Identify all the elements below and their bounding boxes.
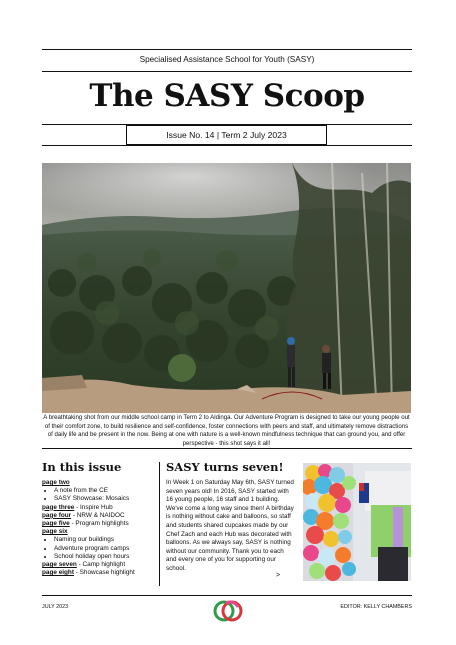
table-of-contents — [42, 479, 154, 577]
top-rule — [42, 49, 412, 50]
school-name: Specialised Assistance School for Youth (SASY) — [139, 55, 315, 64]
toc-page-seven-text: - Camp highlight — [76, 561, 126, 569]
toc-page-three-link[interactable]: page three — [42, 503, 75, 511]
sasy-logo — [212, 597, 244, 625]
toc-page-two-list — [42, 487, 154, 503]
footer-rule — [42, 595, 412, 596]
sasy-logo-icon — [212, 597, 244, 625]
toc-item: • Naming our buildings — [54, 536, 154, 544]
toc-page-six-link[interactable]: page six — [42, 528, 68, 536]
school-rule — [42, 71, 412, 72]
story-body: In Week 1 on Saturday May 6th, SASY turned seven years old! In 2016, SASY started with 16 young people, 16 staff and 1 building. We've come a long way since then! A birthday is nothing without cake and balloons, so staff and students shared cupcakes made by our Chef Zach and each Hub was decorated with balloons. As we always say, SASY is nothing without our community. Thank you to each and every one of you for supporting our school. — [166, 479, 294, 572]
toc-page-seven-link[interactable]: page seven — [42, 561, 77, 569]
footer-editor: EDITOR: KELLY CHAMBERS — [340, 604, 412, 610]
toc-page-eight-link[interactable]: page eight — [42, 569, 74, 577]
issue-info: Issue No. 14 | Term 2 July 2023 — [126, 125, 327, 145]
balloons-photo — [303, 463, 411, 581]
toc-page-four-text: - NRW & NAIDOC — [71, 511, 125, 519]
newsletter-title: The SASY Scoop — [89, 78, 365, 114]
toc-page-two-link[interactable]: page two — [42, 479, 70, 486]
toc-page-six-list — [42, 536, 154, 561]
continue-arrow-icon[interactable]: > — [276, 572, 281, 579]
toc-page-four-link[interactable]: page four — [42, 511, 72, 519]
toc-item: • Adventure program camps — [54, 545, 154, 553]
toc-heading: In this issue — [42, 460, 122, 474]
toc-page-eight-text: - Showcase highlight — [73, 569, 135, 577]
abseiling-landscape-image — [42, 163, 411, 413]
toc-page-three-text: - Inspire Hub — [74, 503, 113, 511]
column-divider — [159, 462, 160, 586]
birthday-balloons-image — [303, 463, 411, 581]
hero-caption: A breathtaking shot from our middle school camp in Term 2 to Aldinga. Our Adventure Program is designed to take our young people out of their comfort zone, to build resilience and self-confidence, foster connections with peers and staff, and ultimately remove distractions of daily life and be present in the now. Being at one with nature is a well-known mindfulness technique that can ground you, and offer perspective - this shot says it all! — [43, 414, 410, 447]
toc-item: • School holiday open hours — [54, 553, 154, 561]
toc-item: • SASY Showcase: Mosaics — [54, 495, 154, 503]
caption-rule — [42, 448, 412, 449]
hero-photo — [42, 163, 411, 413]
issue-rule — [42, 145, 412, 146]
story-heading: SASY turns seven! — [166, 460, 284, 474]
toc-page-five-link[interactable]: page five — [42, 520, 70, 528]
footer-date: JULY 2023 — [42, 604, 69, 610]
toc-page-five-text: - Program highlights — [69, 520, 129, 528]
toc-item: • A note from the CE — [54, 487, 154, 495]
